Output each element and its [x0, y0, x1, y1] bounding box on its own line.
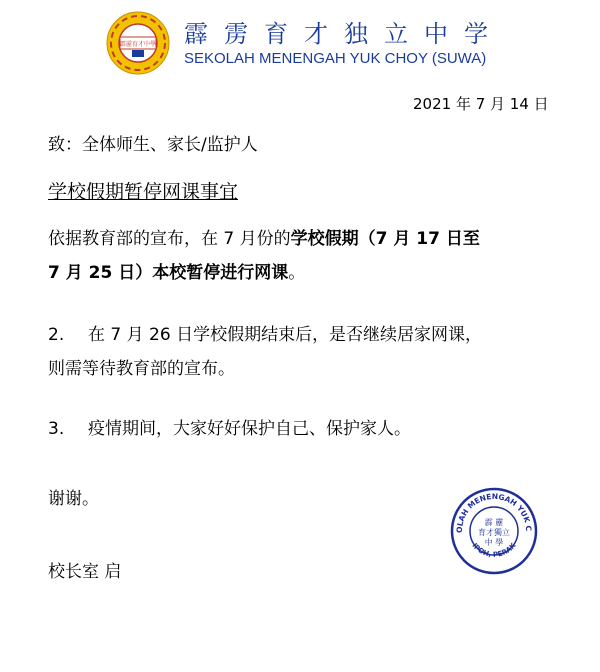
letter-subject: 学校假期暂停网课事宜: [48, 181, 239, 203]
official-stamp: [450, 487, 538, 575]
p1-period: 。: [288, 263, 306, 283]
recipient-line: 致：全体师生、家长/监护人: [48, 135, 258, 155]
svg-text:霹 靂: 霹 靂: [484, 518, 504, 527]
paragraph-1-line-2: [48, 256, 480, 290]
signature-line: 校长室 启: [48, 562, 122, 582]
svg-text:中 學: 中 學: [484, 538, 504, 547]
svg-text:IPOH, PERAK: IPOH, PERAK: [470, 541, 518, 559]
school-name-english: SEKOLAH MENENGAH YUK CHOY (SUWA): [184, 50, 487, 67]
paragraph-2-text-1: 在 7 月 26 日学校假期结束后，是否继续居家网课，: [88, 325, 483, 345]
paragraph-3-text: 疫情期间，大家好好保护自己、保护家人。: [88, 419, 411, 439]
school-logo: [105, 10, 171, 76]
paragraph-1-line-1: [48, 222, 480, 256]
paragraph-1: [48, 222, 480, 290]
paragraph-2-number: 2.: [48, 325, 65, 345]
paragraph-3-number: 3.: [48, 419, 65, 439]
svg-text:育才獨立: 育才獨立: [478, 528, 510, 537]
p1-normal-text: 依据教育部的宣布，在 7 月份的: [48, 229, 291, 249]
svg-text:霹靂育才中學: 霹靂育才中學: [119, 41, 157, 48]
p1-bold-text-a: 学校假期（7 月 17 日至: [290, 229, 480, 249]
paragraph-3: [48, 412, 411, 446]
closing-thanks: 谢谢。: [48, 489, 99, 509]
p1-bold-text-b: 7 月 25 日）本校暂停进行网课: [48, 263, 289, 283]
letter-date: 2021 年 7 月 14 日: [413, 95, 549, 113]
school-name-chinese: 霹雳育才独立中学: [184, 20, 504, 48]
paragraph-2: [48, 318, 482, 386]
paragraph-2-line-2: 则需等待教育部的宣布。: [48, 359, 235, 379]
svg-text:SEKOLAH MENENGAH YUK CHOY: OLAH MENENGAH YUK C: [454, 491, 534, 534]
paragraph-2-line-1: [48, 318, 482, 352]
